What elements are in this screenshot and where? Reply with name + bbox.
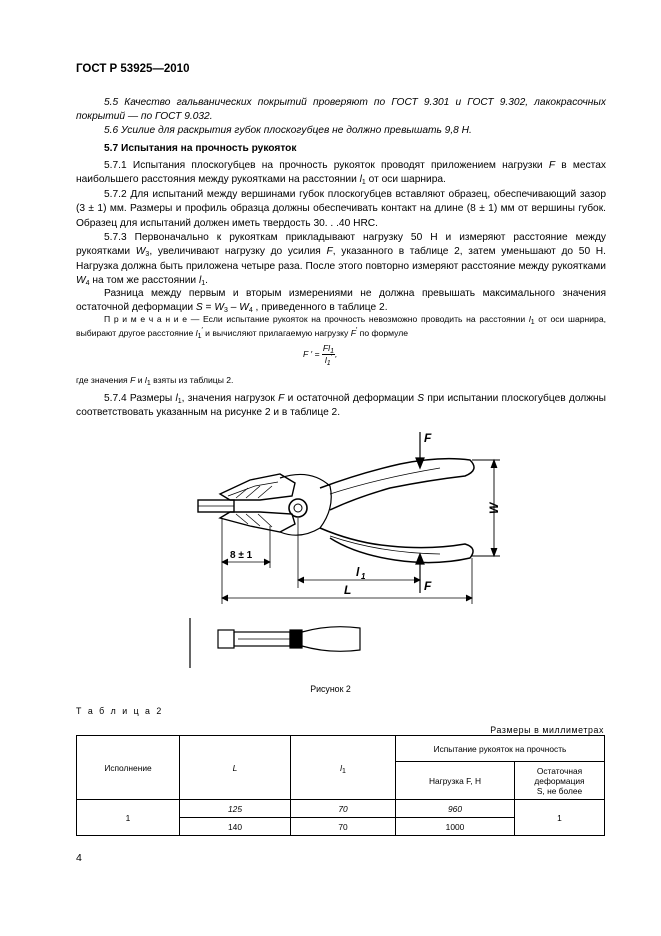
formula: F ′ = $\frac{Fl_1}{l_1'}$ ,	[303, 343, 338, 367]
lower-jaw	[220, 512, 295, 532]
hinge	[289, 499, 307, 517]
header-strength-test: Испытание рукояток на прочность	[396, 736, 605, 762]
header-l1: $l_1$	[291, 736, 396, 800]
paragraph-5-7-2: 5.7.2 Для испытаний между вершинами губок плоскогубцев вставляют образец, обеспечивающий зазор (3 ± 1) мм. Размеры и профиль образца должны обеспечивать контакт на длине (8 ± 1) мм от вершины губок. Образец для испытаний должен иметь твердость 30. . .40 HRC.	[76, 189, 606, 229]
paragraph-5-7-4: 5.7.4 Размеры $l_1$, значения нагрузок F и остаточной деформации S при испытании плоскогубцев должны соответствовать указанным на рисунке 2 и в таблице 2.	[76, 393, 607, 419]
header-l: L	[180, 736, 291, 800]
cell-l1: 70	[291, 818, 396, 836]
cell-l1: 70	[291, 800, 396, 818]
table-row	[77, 800, 605, 818]
label-l1-sub: 1	[361, 572, 366, 581]
cell-load: 960	[396, 800, 515, 818]
document-header: ГОСТ Р 53925—2010	[76, 63, 190, 75]
table-caption: Т а б л и ц а 2	[76, 706, 164, 716]
cell-l: 125	[180, 800, 291, 818]
label-l1: l	[356, 565, 360, 579]
formula-fraction: $\frac{Fl_1}{l_1'}$	[322, 343, 334, 367]
paragraph-5-7-3: 5.7.3 Первоначально к рукояткам прикладывают нагрузку 50 Н и измеряют расстояние между рукоятками $W_3$, увеличивают нагрузку до усилия F, указанного в таблице 2, затем уменьшают до 50 Н. Нагрузка должна быть приложена четыре раза. После этого повторно измеряют расстояние между рукоятками $W_4$ на том же расстоянии $l_1$.	[76, 232, 606, 287]
upper-jaw	[220, 474, 295, 500]
cell-load: 1000	[396, 818, 515, 836]
pliers-side-view	[190, 618, 360, 668]
section-5-7-title: 5.7 Испытания на прочность рукояток	[104, 143, 297, 154]
paragraph-5-6: 5.6 Усилие для раскрытия губок плоскогубцев не должно превышать 9,8 Н.	[104, 125, 472, 136]
figure-caption: Рисунок 2	[310, 684, 351, 694]
label-w: W	[487, 502, 501, 514]
header-deformation: Остаточная деформация S, не более	[515, 762, 605, 800]
label-8-1: 8 ± 1	[230, 550, 253, 561]
pliers-drawing	[180, 428, 510, 678]
header-load: Нагрузка F, Н	[396, 762, 515, 800]
label-f-bottom: F	[424, 579, 432, 593]
paragraph-5-5: 5.5 Качество гальванических покрытий проверяют по ГОСТ 9.301 и ГОСТ 9.302, лакокрасочных покрытий — по ГОСТ 9.032.	[76, 97, 606, 123]
cell-deformation: 1	[515, 800, 605, 836]
cell-l: 140	[180, 818, 291, 836]
cell-version: 1	[77, 800, 180, 836]
upper-handle	[320, 459, 474, 510]
label-f-top: F	[424, 431, 432, 445]
where-paragraph: где значения F и $l_1$ взяты из таблицы 2.	[76, 375, 234, 387]
table-2	[76, 735, 605, 836]
page-number: 4	[76, 852, 82, 864]
note-paragraph: П р и м е ч а н и е — Если испытание рукояток на прочность невозможно проводить на расстоянии $l_1$ от оси шарнира, выбирают другое расстояние $l_1'$ и вычисляют прилагаемую нагрузку F′ по формуле	[76, 314, 606, 340]
table-units: Размеры в миллиметрах	[490, 725, 604, 735]
label-l: L	[344, 583, 352, 597]
header-version: Исполнение	[77, 736, 180, 800]
paragraph-5-7-1: 5.7.1 Испытания плоскогубцев на прочность рукояток проводят приложением нагрузки F в местах наибольшего расстояния между рукоятками на расстоянии $l_1$ от оси шарнира.	[76, 160, 606, 187]
lower-handle	[320, 528, 473, 563]
paragraph-difference: Разница между первым и вторым измерениями не должна превышать максимального значения остаточной деформации $S = W_3 - W_4$ , приведенного в таблице 2.	[76, 288, 606, 315]
